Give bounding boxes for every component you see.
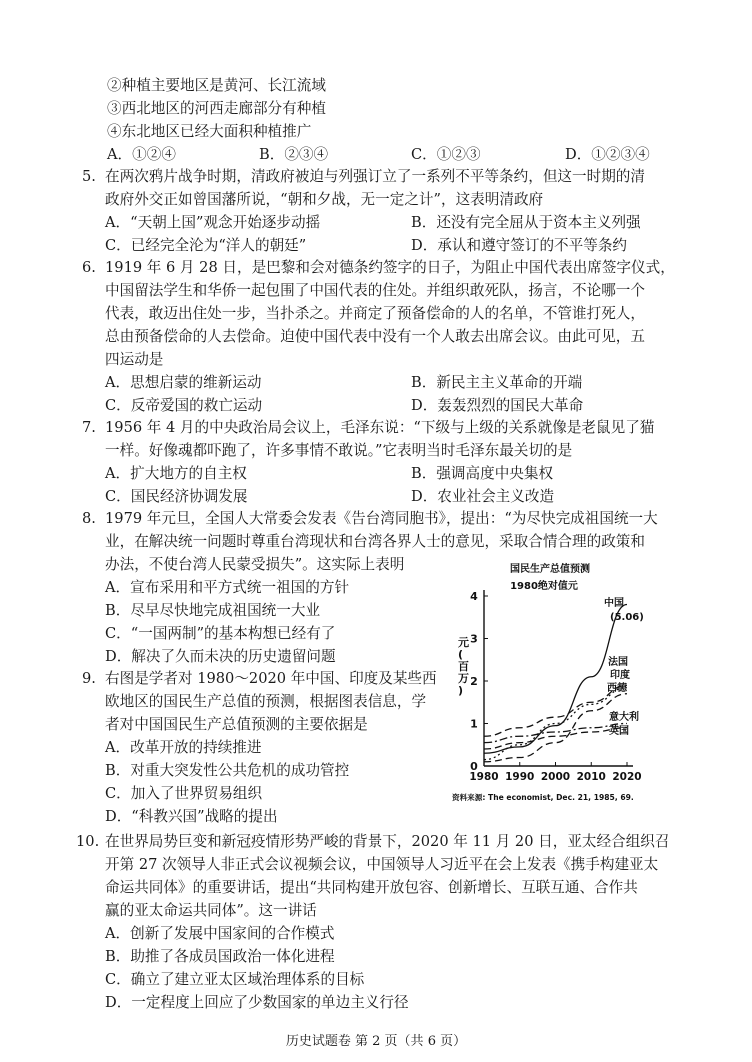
q6-option-c: C．反帝爱国的救亡运动 <box>105 397 263 414</box>
q10-stem-line: 赢的亚太命运共同体”。这一讲话 <box>105 902 317 919</box>
series-line-西德 <box>484 694 627 762</box>
q4-option-d: D．①②③④ <box>565 146 650 163</box>
q4-item-2: ②种植主要地区是黄河、长江流域 <box>107 77 326 94</box>
q6-option-b: B．新民主主义革命的开端 <box>411 374 583 391</box>
q7-option-b: B．强调高度中央集权 <box>411 465 554 482</box>
q5-stem-line: 在两次鸦片战争时期，清政府被迫与列强订立了一系列不平等条约，但这一时期的清 <box>105 168 645 185</box>
q4-item-3: ③西北地区的河西走廊部分有种植 <box>107 100 326 117</box>
chart-series <box>484 605 627 762</box>
q8-stem-line: 1979 年元旦，全国人大常委会发表《告台湾同胞书》，提出：“为尽快完成祖国统一大 <box>105 510 658 527</box>
q7-stem-line: 一样。好像魂都吓跑了，许多事情不敢说。”它表明当时毛泽东最关切的是 <box>105 442 573 459</box>
q5-option-d: D．承认和遵守签订的不平等条约 <box>411 237 628 254</box>
q5-option-b: B．还没有完全屈从于资本主义列强 <box>411 214 641 231</box>
y-tick-label: 0 <box>470 760 478 773</box>
q8-option-a: A．宣布采用和平方式统一祖国的方针 <box>105 579 350 596</box>
q10-option-d: D．一定程度上回应了少数国家的单边主义行径 <box>105 994 409 1011</box>
y-tick-label: 2 <box>470 675 478 688</box>
y-axis-label-char: ) <box>458 684 464 697</box>
q9-number: 9. <box>82 670 96 687</box>
x-tick-label: 2020 <box>612 771 642 783</box>
q8-stem-line: 业，在解决统一问题时尊重台湾现状和台湾各界人士的意见，采取合情合理的政策和 <box>105 533 645 550</box>
q6-stem-line: 中国留法学生和华侨一起包围了中国代表的住处。并组织敢死队，扬言，不论哪一个 <box>105 282 645 299</box>
q9-option-c: C．加入了世界贸易组织 <box>105 785 263 802</box>
q8-option-b: B．尽早尽快地完成祖国统一大业 <box>105 602 321 619</box>
chart-title: 国民生产总值预测 <box>510 564 590 575</box>
q8-stem-line: 办法，不使台湾人民蒙受损失”。这实际上表明 <box>105 556 405 573</box>
y-axis-label-char: 百 <box>458 660 469 673</box>
y-axis-label-char: ( <box>458 648 464 661</box>
q9-option-a: A．改革开放的持续推进 <box>105 739 262 756</box>
q9-stem-line: 者对中国国民生产总值预测的主要依据是 <box>105 716 368 733</box>
series-label: 中国 <box>604 598 624 609</box>
x-tick-label: 2010 <box>576 771 606 783</box>
y-tick-label: 4 <box>470 590 478 603</box>
q7-option-a: A．扩大地方的自主权 <box>105 465 247 482</box>
q5-number: 5. <box>82 168 96 185</box>
q6-stem-line: 总由预备偿命的人去偿命。迫使中国代表中没有一个人敢去出席会议。由此可见，五 <box>105 328 645 345</box>
y-tick-label: 3 <box>470 632 478 646</box>
q9-stem-line: 欧地区的国民生产总值的预测，根据图表信息，学 <box>105 693 427 710</box>
series-line-法国 <box>484 685 627 736</box>
q5-stem-line: 政府外交正如曾国藩所说，“朝和夕战，无一定之计”，这表明清政府 <box>105 191 544 208</box>
chart-source-note: 资料来源: The economist, Dec. 21, 1985, 69. <box>452 793 634 802</box>
q5-option-c: C．已经完全沦为“洋人的朝廷” <box>105 237 307 254</box>
y-axis-label-char: 元 <box>458 636 469 649</box>
q10-stem-line: 开第 27 次领导人非正式会议视频会议，中国领导人习近平在会上发表《携手构建亚太 <box>105 856 659 873</box>
series-label: 法国 <box>608 657 628 668</box>
x-tick-label: 2000 <box>540 771 571 783</box>
q10-stem-line: 在世界局势巨变和新冠疫情形势严峻的背景下，2020 年 11 月 20 日，亚太经合组织召 <box>105 833 670 850</box>
x-tick-label: 1980 <box>469 771 499 783</box>
page-footer: 历史试题卷 第 2 页（共 6 页） <box>285 1034 467 1049</box>
q7-option-d: D．农业社会主义改造 <box>411 488 555 505</box>
q5-option-a: A．“天朝上国”观念开始逐步动摇 <box>105 214 321 231</box>
y-tick-label: 1 <box>470 717 478 731</box>
q9-option-d: D．“科教兴国”战略的提出 <box>105 808 278 825</box>
china-value-annotation: (5.06) <box>610 612 644 623</box>
series-label: 英国 <box>609 726 629 737</box>
q10-number: 10. <box>76 833 100 850</box>
q6-number: 6. <box>82 259 96 276</box>
gnp-forecast-chart <box>452 556 722 806</box>
q8-number: 8. <box>82 510 96 527</box>
series-label: 意大利 <box>609 712 639 723</box>
q4-option-b: B．②③④ <box>259 146 329 163</box>
q6-stem-line: 代表，敢迈出住处一步，当扑杀之。并商定了预备偿命的人的名单，不管谁打死人， <box>105 305 645 322</box>
chart-subtitle: 1980绝对值元 <box>510 581 578 592</box>
q9-option-b: B．对重大突发性公共危机的成功管控 <box>105 762 350 779</box>
q8-option-d: D．解决了久而未决的历史遗留问题 <box>105 648 336 665</box>
y-axis-label <box>458 635 469 697</box>
q8-option-c: C．“一国两制”的基本构想已经有了 <box>105 625 336 642</box>
q9-stem-line: 右图是学者对 1980～2020 年中国、印度及某些西 <box>105 670 437 687</box>
q6-stem-line: 1919 年 6 月 28 日，是巴黎和会对德条约签字的日子，为阻止中国代表出席签字仪式， <box>105 259 675 276</box>
q6-stem-line: 四运动是 <box>105 351 164 368</box>
q10-option-b: B．助推了各成员国政治一体化进程 <box>105 948 335 965</box>
series-label: 西德 <box>607 683 627 694</box>
q10-stem-line: 命运共同体》的重要讲话，提出“共同构建开放包容、创新增长、互联互通、合作共 <box>105 879 638 896</box>
q10-option-c: C．确立了建立亚太区域治理体系的目标 <box>105 971 365 988</box>
q7-number: 7. <box>82 419 96 436</box>
q4-option-a: A．①②④ <box>107 146 176 163</box>
series-line-意大利 <box>484 724 627 743</box>
q6-option-a: A．思想启蒙的维新运动 <box>105 374 262 391</box>
q6-option-d: D．轰轰烈烈的国民大革命 <box>411 397 584 414</box>
q10-option-a: A．创新了发展中国家间的合作模式 <box>105 925 335 942</box>
x-tick-label: 1990 <box>505 771 535 783</box>
q7-stem-line: 1956 年 4 月的中央政治局会议上，毛泽东说：“下级与上级的关系就像是老鼠见了猫 <box>105 419 655 436</box>
q4-item-4: ④东北地区已经大面积种植推广 <box>107 123 312 140</box>
q7-option-c: C．国民经济协调发展 <box>105 488 248 505</box>
y-axis-label-char: 万 <box>458 672 469 685</box>
q4-option-c: C．①②③ <box>411 146 481 163</box>
series-label: 印度 <box>610 670 630 681</box>
